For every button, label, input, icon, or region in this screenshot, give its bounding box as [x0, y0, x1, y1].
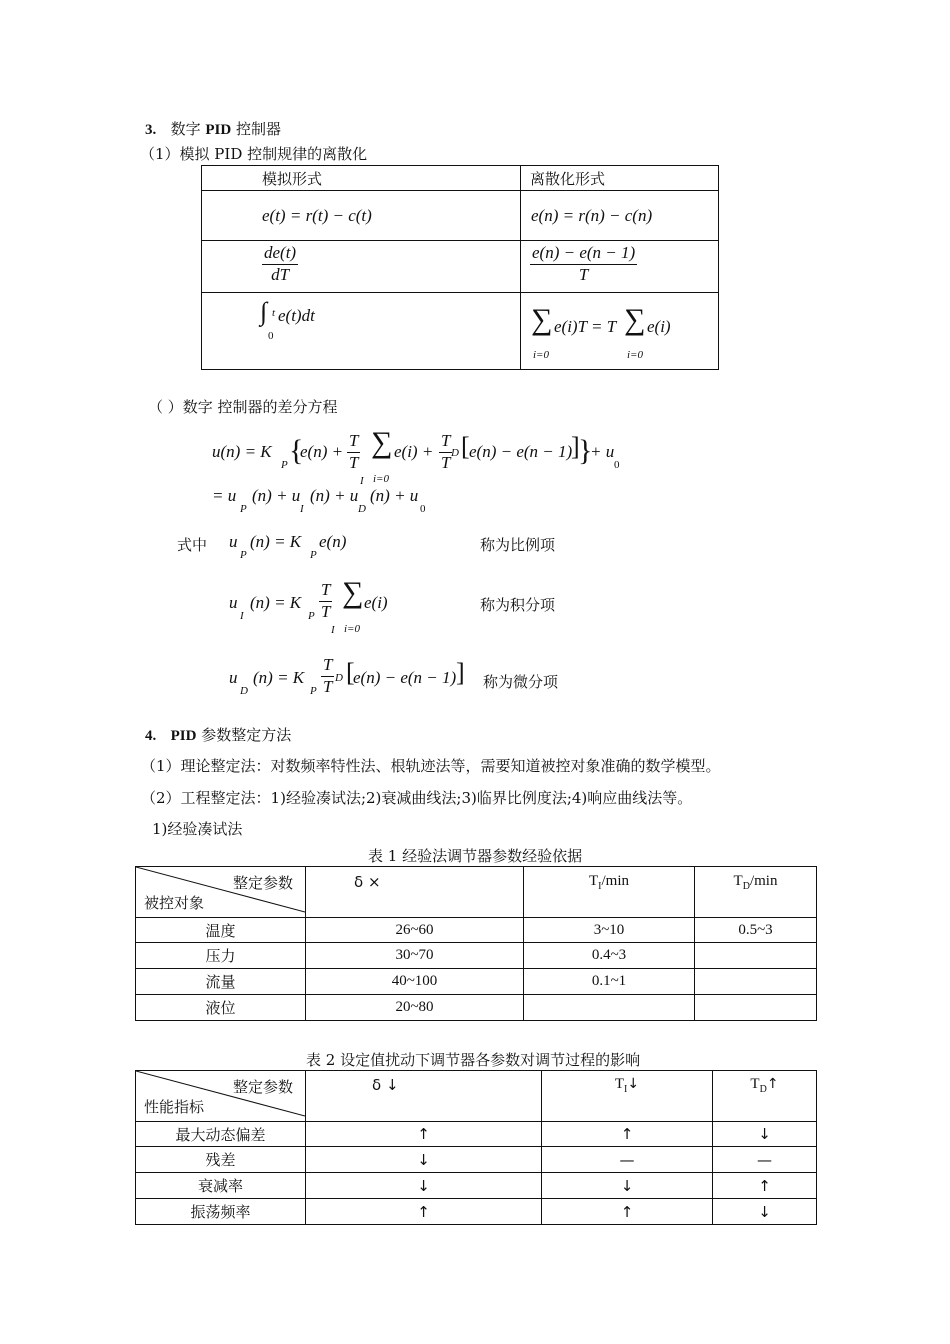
eq-sub: P — [240, 503, 247, 515]
column-header — [542, 1071, 713, 1122]
term-sub: P — [308, 610, 315, 622]
fraction-numerator: e(n) − e(n − 1) — [530, 243, 637, 265]
table-cell: ↓ — [713, 1199, 817, 1225]
left-bracket: [ — [346, 658, 355, 687]
term-sub: P — [310, 549, 317, 561]
term-u: u — [229, 668, 238, 687]
corner-cell — [136, 1071, 306, 1122]
integral-lower-limit: 0 — [268, 330, 274, 342]
table-cell — [521, 293, 719, 370]
section-number: 4. — [145, 728, 157, 744]
table-cell: ↑ — [306, 1122, 542, 1147]
term-sub: D — [240, 685, 248, 697]
header-text: δ × — [354, 873, 381, 891]
fraction-denominator: T — [323, 677, 333, 696]
term-sub: I — [240, 610, 244, 622]
eq-sub: I — [360, 475, 364, 487]
paragraph: 1)经验凑试法 — [152, 820, 243, 838]
eq-sub: P — [281, 459, 288, 471]
table-row — [136, 943, 817, 969]
row-name: 液位 — [136, 995, 306, 1021]
eq-line2: (n) + u — [252, 486, 301, 505]
right-bracket: ] — [571, 432, 580, 461]
eq-line2: (n) + u — [370, 486, 419, 505]
integral-sign: ∫ — [260, 297, 268, 326]
table-cell: 3~10 — [524, 918, 695, 943]
table-cell: 26~60 — [306, 918, 524, 943]
table-cell: ↓ — [713, 1122, 817, 1147]
term-sub: P — [310, 685, 317, 697]
table-cell — [202, 293, 521, 370]
integral-term-desc: 称为积分项 — [480, 596, 556, 614]
derivative-coef-fraction — [321, 655, 334, 697]
term-sub: D — [335, 672, 343, 684]
corner-bottom-label: 被控对象 — [144, 894, 205, 912]
header-arrow: ↑ — [766, 1076, 779, 1092]
table-header: 离散化形式 — [521, 166, 719, 191]
header-text: T — [614, 1076, 625, 1092]
table-cell — [695, 995, 817, 1021]
fraction-denominator: T — [321, 602, 331, 621]
table2-caption: 表 2 设定值扰动下调节器各参数对调节过程的影响 — [306, 1051, 641, 1069]
header-arrow: ↓ — [627, 1076, 640, 1092]
table-cell — [521, 191, 719, 241]
eq-sub: I — [300, 503, 304, 515]
table-cell: 40~100 — [306, 969, 524, 995]
sum-index: i=0 — [533, 349, 549, 361]
table-cell — [521, 241, 719, 293]
heading-text: 控制器 — [235, 120, 281, 138]
fraction-numerator: T — [319, 580, 332, 602]
eq-sub: D — [358, 503, 366, 515]
column-header — [306, 1071, 542, 1122]
analog-error-formula: e(t) = r(t) − c(t) — [262, 205, 372, 225]
sum-body: e(i) — [647, 317, 671, 336]
eq-line2: (n) + u — [310, 486, 359, 505]
table-cell: ↓ — [306, 1173, 542, 1199]
sum-index: i=0 — [344, 623, 360, 635]
sum-sign: ∑ — [371, 426, 393, 459]
table-cell: ↑ — [713, 1173, 817, 1199]
discretization-table — [201, 165, 719, 370]
eq-sub: D — [451, 447, 459, 459]
table-cell — [695, 969, 817, 995]
row-name: 流量 — [136, 969, 306, 995]
term-u: u — [229, 532, 238, 551]
corner-top-label: 整定参数 — [232, 874, 293, 892]
ti-fraction — [347, 431, 360, 473]
table-cell — [202, 191, 521, 241]
term-tail: e(i) — [364, 593, 388, 612]
row-name: 振荡频率 — [136, 1199, 306, 1225]
heading-pid: PID — [205, 122, 232, 138]
header-text: T — [588, 873, 599, 889]
table-row — [136, 1147, 817, 1173]
integral-body: e(t)dt — [278, 306, 315, 325]
header-sub: D — [759, 1084, 767, 1095]
header-text: /min — [749, 873, 778, 889]
column-header — [695, 867, 817, 918]
section-number: 3. — [145, 122, 157, 138]
eq-term: e(i) + — [394, 442, 434, 461]
derivative-fraction — [262, 243, 298, 285]
eq-term: + u — [590, 442, 615, 461]
table-cell: ↑ — [542, 1122, 713, 1147]
paragraph: （2）工程整定法：1)经验凑试法;2)衰减曲线法;3)临界比例度法;4)响应曲线法等。 — [141, 789, 693, 807]
fraction-denominator: dT — [271, 265, 290, 284]
row-name: 衰减率 — [136, 1173, 306, 1199]
term-u: u — [229, 593, 238, 612]
heading-pid: PID — [170, 728, 197, 744]
integral-fraction — [319, 580, 332, 622]
subsection-3-1-title: （1）模拟 PID 控制规律的离散化 — [140, 145, 368, 163]
eq-sub: 0 — [420, 503, 426, 515]
table-row — [136, 1199, 817, 1225]
table-row — [136, 1122, 817, 1147]
eq-sub: 0 — [614, 459, 620, 471]
row-name: 温度 — [136, 918, 306, 943]
term-tail: e(n) − e(n − 1) — [353, 668, 457, 687]
where-label: 式中 — [177, 536, 208, 554]
fraction-denominator: T — [349, 453, 359, 472]
row-name: 最大动态偏差 — [136, 1122, 306, 1147]
right-bracket: ] — [456, 658, 465, 687]
paragraph: （1）理论整定法：对数频率特性法、根轨迹法等，需要知道被控对象准确的数学模型。 — [141, 757, 721, 775]
table1 — [135, 866, 817, 1021]
fraction-denominator: T — [441, 453, 451, 472]
table-row — [136, 1173, 817, 1199]
right-brace: } — [578, 434, 593, 467]
table-cell: — — [542, 1147, 713, 1173]
term-eq: (n) = K — [253, 668, 305, 687]
header-sub: D — [742, 881, 750, 892]
table1-caption: 表 1 经验法调节器参数经验依据 — [368, 847, 583, 865]
column-header — [713, 1071, 817, 1122]
column-header — [306, 867, 524, 918]
term-sub: P — [240, 549, 247, 561]
row-name: 残差 — [136, 1147, 306, 1173]
discrete-error-formula: e(n) = r(n) − c(n) — [531, 205, 653, 225]
eq-term: e(n) − e(n − 1) — [469, 442, 573, 461]
term-tail: e(n) — [319, 532, 347, 551]
corner-bottom-label: 性能指标 — [144, 1098, 205, 1116]
eq-line2: = u — [212, 486, 237, 505]
section-4-heading — [145, 724, 291, 745]
table-cell: ↑ — [306, 1199, 542, 1225]
table-row — [136, 918, 817, 943]
sum-body: e(i)T = T — [554, 317, 617, 336]
header-sub: I — [624, 1084, 628, 1095]
term-sub: I — [331, 624, 335, 636]
table-cell: ↓ — [542, 1173, 713, 1199]
sum-sign: ∑ — [624, 303, 646, 336]
table-cell: 20~80 — [306, 995, 524, 1021]
proportional-term-desc: 称为比例项 — [480, 536, 556, 554]
corner-cell — [136, 867, 306, 918]
sum-index: i=0 — [373, 473, 389, 485]
header-text: T — [733, 873, 743, 889]
table-cell: 0.4~3 — [524, 943, 695, 969]
row-name: 压力 — [136, 943, 306, 969]
table-cell: — — [713, 1147, 817, 1173]
sum-sign: ∑ — [342, 576, 364, 609]
table-cell — [524, 995, 695, 1021]
header-text: T — [750, 1076, 760, 1092]
heading-text: 参数整定方法 — [201, 726, 292, 744]
table-cell: 0.1~1 — [524, 969, 695, 995]
sum-index: i=0 — [627, 349, 643, 361]
table2 — [135, 1070, 817, 1225]
derivative-term-desc: 称为微分项 — [483, 673, 559, 691]
table-cell: 0.5~3 — [695, 918, 817, 943]
eq-lhs: u(n) = K — [212, 442, 272, 461]
table-cell — [695, 943, 817, 969]
fraction-numerator: de(t) — [262, 243, 298, 265]
difference-fraction — [530, 243, 637, 285]
heading-text: 数字 — [170, 120, 201, 138]
integral-upper-limit: t — [272, 307, 276, 319]
term-eq: (n) = K — [250, 532, 302, 551]
left-brace: { — [289, 434, 304, 467]
section-3-heading — [145, 118, 281, 139]
table-header: 模拟形式 — [202, 166, 521, 191]
fraction-numerator: T — [439, 431, 452, 453]
table-cell: ↓ — [306, 1147, 542, 1173]
fraction-denominator: T — [578, 265, 589, 284]
column-header — [524, 867, 695, 918]
sum-sign: ∑ — [531, 303, 553, 336]
table-cell: ↑ — [542, 1199, 713, 1225]
header-text: δ ↓ — [372, 1076, 399, 1094]
header-sub: I — [598, 881, 602, 892]
table-cell — [202, 241, 521, 293]
corner-top-label: 整定参数 — [232, 1078, 293, 1096]
fraction-numerator: T — [347, 431, 360, 453]
eq-term: e(n) + — [300, 442, 344, 461]
header-text: /min — [601, 873, 630, 889]
subsection-3-2-title: （ ）数字 控制器的差分方程 — [148, 398, 338, 416]
left-bracket: [ — [461, 432, 470, 461]
fraction-numerator: T — [321, 655, 334, 677]
table-row — [136, 969, 817, 995]
table-row — [136, 995, 817, 1021]
table-cell: 30~70 — [306, 943, 524, 969]
term-eq: (n) = K — [250, 593, 302, 612]
